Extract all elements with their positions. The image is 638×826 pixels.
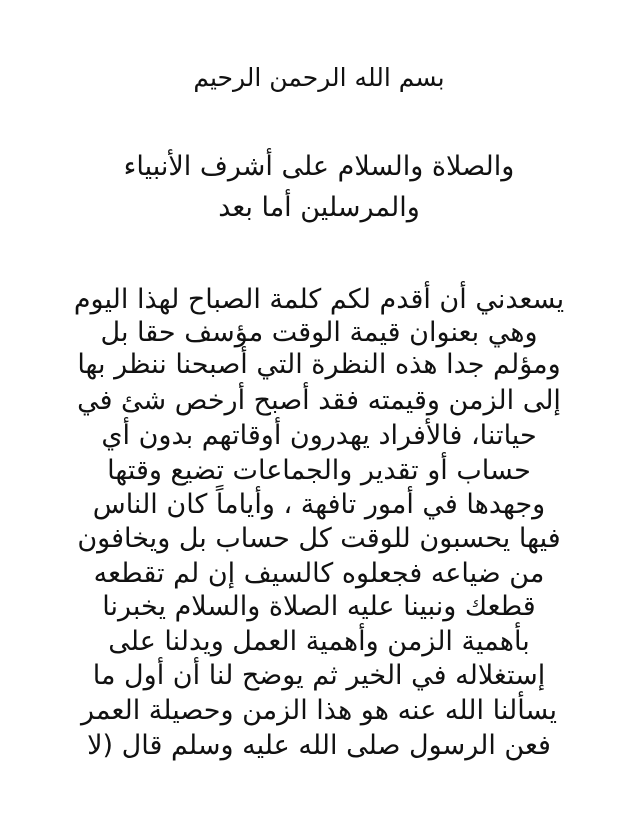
body-line-13: يسألنا الله عنه هو هذا الزمن وحصيلة العمر [80,695,558,726]
intro-line-1: والصلاة والسلام على أشرف الأنبياء [123,151,515,182]
body-line-11: بأهمية الزمن وأهمية العمل ويدلنا على [108,626,530,657]
body-line-4: إلى الزمن وقيمته فقد أصبح أرخص شئ في [77,385,561,416]
body-line-2: وهي بعنوان قيمة الوقت مؤسف حقا بل [100,317,538,348]
body-line-1: يسعدني أن أقدم لكم كلمة الصباح لهذا اليوم [73,284,565,315]
basmala-line: بسم الله الرحمن الرحيم [193,63,445,92]
body-line-7: وجهدها في أمور تافهة ، وأياماً كان الناس [92,489,546,520]
body-line-12: إستغلاله في الخير ثم يوضح لنا أن أول ما [92,660,546,691]
body-line-6: حساب أو تقدير والجماعات تضيع وقتها [107,455,531,486]
body-line-9: من ضياعه فجعلوه كالسيف إن لم تقطعه [93,558,545,589]
body-line-14: فعن الرسول صلى الله عليه وسلم قال (لا [87,730,551,761]
intro-line-2: والمرسلين أما بعد [218,192,420,223]
body-line-10: قطعك ونبينا عليه الصلاة والسلام يخبرنا [102,591,536,622]
body-line-8: فيها يحسبون للوقت كل حساب بل ويخافون [77,523,561,554]
body-line-5: حياتنا، فالأفراد يهدرون أوقاتهم بدون أي [101,420,537,451]
body-line-3: ومؤلم جدا هذه النظرة التي أصبحنا ننظر بها [77,349,561,380]
